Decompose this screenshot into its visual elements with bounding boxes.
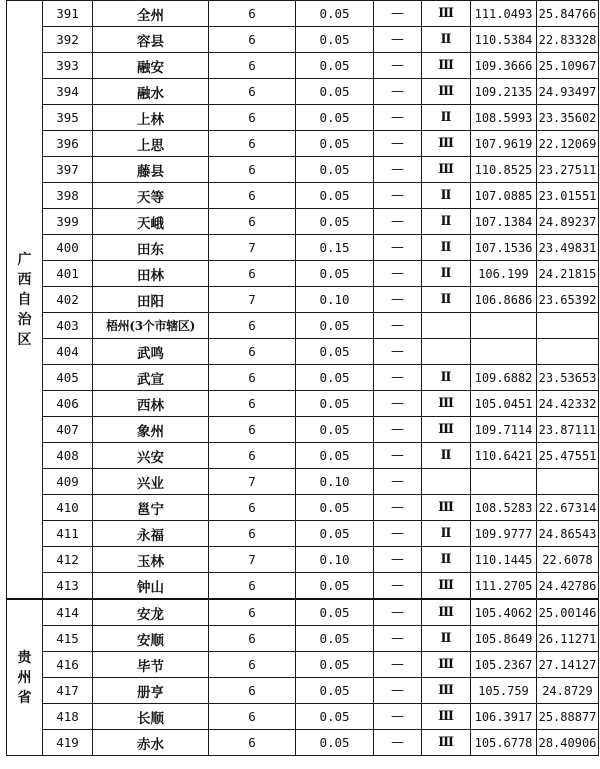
latitude-value (537, 313, 599, 339)
dash-marker: — (374, 339, 422, 365)
row-number: 402 (43, 287, 93, 313)
dash-marker: — (374, 53, 422, 79)
table-row (7, 105, 599, 131)
acceleration-value: 0.05 (296, 599, 374, 626)
latitude-value: 23.01551 (537, 183, 599, 209)
group-value: Ⅲ (422, 678, 471, 704)
row-number: 410 (43, 495, 93, 521)
acceleration-value: 0.05 (296, 443, 374, 469)
dash-marker: — (374, 365, 422, 391)
intensity-value: 6 (209, 365, 296, 391)
county-name: 容县 (93, 27, 209, 53)
row-number: 391 (43, 1, 93, 27)
table-row (7, 287, 599, 313)
county-name: 毕节 (93, 652, 209, 678)
group-value (422, 469, 471, 495)
group-value: Ⅱ (422, 547, 471, 573)
latitude-value: 25.00146 (537, 599, 599, 626)
group-value: Ⅲ (422, 391, 471, 417)
row-number: 396 (43, 131, 93, 157)
dash-marker: — (374, 313, 422, 339)
longitude-value: 108.5283 (471, 495, 537, 521)
county-name: 兴业 (93, 469, 209, 495)
intensity-value: 6 (209, 573, 296, 600)
group-value: Ⅲ (422, 131, 471, 157)
longitude-value: 109.6882 (471, 365, 537, 391)
group-value: Ⅲ (422, 1, 471, 27)
acceleration-value: 0.05 (296, 27, 374, 53)
county-name: 梧州(3个市辖区) (93, 313, 209, 339)
row-number: 394 (43, 79, 93, 105)
group-value: Ⅲ (422, 495, 471, 521)
table-row (7, 652, 599, 678)
latitude-value: 24.42332 (537, 391, 599, 417)
group-value: Ⅱ (422, 183, 471, 209)
intensity-value: 6 (209, 261, 296, 287)
province-cell (7, 599, 43, 756)
group-value (422, 313, 471, 339)
row-number: 393 (43, 53, 93, 79)
group-value: Ⅲ (422, 79, 471, 105)
county-name: 永福 (93, 521, 209, 547)
intensity-value: 6 (209, 1, 296, 27)
seismic-parameter-table (6, 0, 599, 756)
intensity-value: 6 (209, 730, 296, 756)
longitude-value: 105.0451 (471, 391, 537, 417)
dash-marker: — (374, 209, 422, 235)
county-name: 融水 (93, 79, 209, 105)
dash-marker: — (374, 573, 422, 600)
group-value: Ⅱ (422, 287, 471, 313)
intensity-value: 7 (209, 235, 296, 261)
acceleration-value: 0.05 (296, 573, 374, 600)
county-name: 天等 (93, 183, 209, 209)
dash-marker: — (374, 235, 422, 261)
acceleration-value: 0.05 (296, 521, 374, 547)
county-name: 册亨 (93, 678, 209, 704)
group-value: Ⅲ (422, 157, 471, 183)
intensity-value: 6 (209, 131, 296, 157)
group-value: Ⅲ (422, 417, 471, 443)
table-row (7, 235, 599, 261)
longitude-value: 105.4062 (471, 599, 537, 626)
longitude-value: 109.3666 (471, 53, 537, 79)
dash-marker: — (374, 105, 422, 131)
group-value: Ⅱ (422, 521, 471, 547)
county-name: 田阳 (93, 287, 209, 313)
county-name: 武宣 (93, 365, 209, 391)
table-row (7, 599, 599, 626)
acceleration-value: 0.05 (296, 209, 374, 235)
latitude-value: 28.40906 (537, 730, 599, 756)
acceleration-value: 0.15 (296, 235, 374, 261)
longitude-value: 107.1384 (471, 209, 537, 235)
latitude-value: 25.88877 (537, 704, 599, 730)
dash-marker: — (374, 27, 422, 53)
county-name: 天峨 (93, 209, 209, 235)
table-row (7, 573, 599, 600)
intensity-value: 6 (209, 391, 296, 417)
table-row (7, 365, 599, 391)
county-name: 钟山 (93, 573, 209, 600)
table-row (7, 547, 599, 573)
table-row (7, 53, 599, 79)
row-number: 400 (43, 235, 93, 261)
province-cell (7, 1, 43, 600)
latitude-value: 24.89237 (537, 209, 599, 235)
group-value: Ⅲ (422, 704, 471, 730)
longitude-value: 107.1536 (471, 235, 537, 261)
intensity-value: 6 (209, 209, 296, 235)
row-number: 412 (43, 547, 93, 573)
group-value: Ⅲ (422, 652, 471, 678)
table-row (7, 417, 599, 443)
group-value (422, 339, 471, 365)
province-label: 贵州省 (17, 649, 32, 706)
group-value: Ⅱ (422, 27, 471, 53)
table-row (7, 443, 599, 469)
county-name: 全州 (93, 1, 209, 27)
row-number: 392 (43, 27, 93, 53)
county-name: 赤水 (93, 730, 209, 756)
table-row (7, 521, 599, 547)
dash-marker: — (374, 652, 422, 678)
latitude-value: 23.49831 (537, 235, 599, 261)
row-number: 415 (43, 626, 93, 652)
latitude-value: 22.67314 (537, 495, 599, 521)
row-number: 416 (43, 652, 93, 678)
row-number: 411 (43, 521, 93, 547)
dash-marker: — (374, 79, 422, 105)
table-row (7, 391, 599, 417)
intensity-value: 6 (209, 105, 296, 131)
dash-marker: — (374, 626, 422, 652)
row-number: 408 (43, 443, 93, 469)
table-row (7, 313, 599, 339)
intensity-value: 6 (209, 599, 296, 626)
latitude-value: 23.87111 (537, 417, 599, 443)
dash-marker: — (374, 417, 422, 443)
row-number: 407 (43, 417, 93, 443)
dash-marker: — (374, 547, 422, 573)
dash-marker: — (374, 599, 422, 626)
row-number: 409 (43, 469, 93, 495)
table-row (7, 157, 599, 183)
intensity-value: 6 (209, 79, 296, 105)
table-row (7, 704, 599, 730)
acceleration-value: 0.05 (296, 313, 374, 339)
county-name: 上思 (93, 131, 209, 157)
acceleration-value: 0.05 (296, 157, 374, 183)
table-row (7, 678, 599, 704)
county-name: 邕宁 (93, 495, 209, 521)
intensity-value: 6 (209, 53, 296, 79)
latitude-value: 25.47551 (537, 443, 599, 469)
longitude-value: 110.8525 (471, 157, 537, 183)
dash-marker: — (374, 261, 422, 287)
group-value: Ⅱ (422, 443, 471, 469)
latitude-value: 22.6078 (537, 547, 599, 573)
dash-marker: — (374, 469, 422, 495)
row-number: 401 (43, 261, 93, 287)
intensity-value: 6 (209, 495, 296, 521)
intensity-value: 6 (209, 417, 296, 443)
intensity-value: 7 (209, 469, 296, 495)
county-name: 安龙 (93, 599, 209, 626)
group-value: Ⅱ (422, 209, 471, 235)
table-row (7, 79, 599, 105)
group-value: Ⅲ (422, 730, 471, 756)
longitude-value: 107.9619 (471, 131, 537, 157)
latitude-value: 26.11271 (537, 626, 599, 652)
latitude-value (537, 339, 599, 365)
acceleration-value: 0.05 (296, 652, 374, 678)
table-row (7, 27, 599, 53)
longitude-value: 105.759 (471, 678, 537, 704)
latitude-value: 23.27511 (537, 157, 599, 183)
row-number: 397 (43, 157, 93, 183)
group-value: Ⅲ (422, 53, 471, 79)
row-number: 405 (43, 365, 93, 391)
table-row (7, 261, 599, 287)
acceleration-value: 0.05 (296, 339, 374, 365)
latitude-value: 22.83328 (537, 27, 599, 53)
dash-marker: — (374, 704, 422, 730)
intensity-value: 6 (209, 157, 296, 183)
dash-marker: — (374, 1, 422, 27)
intensity-value: 7 (209, 287, 296, 313)
group-value: Ⅲ (422, 573, 471, 600)
longitude-value: 106.199 (471, 261, 537, 287)
acceleration-value: 0.05 (296, 53, 374, 79)
acceleration-value: 0.05 (296, 495, 374, 521)
latitude-value: 24.8729 (537, 678, 599, 704)
dash-marker: — (374, 131, 422, 157)
latitude-value: 23.53653 (537, 365, 599, 391)
acceleration-value: 0.10 (296, 469, 374, 495)
intensity-value: 6 (209, 626, 296, 652)
row-number: 395 (43, 105, 93, 131)
intensity-value: 6 (209, 339, 296, 365)
dash-marker: — (374, 521, 422, 547)
row-number: 406 (43, 391, 93, 417)
county-name: 藤县 (93, 157, 209, 183)
group-value: Ⅱ (422, 261, 471, 287)
row-number: 403 (43, 313, 93, 339)
acceleration-value: 0.05 (296, 261, 374, 287)
latitude-value: 25.84766 (537, 1, 599, 27)
acceleration-value: 0.05 (296, 391, 374, 417)
dash-marker: — (374, 678, 422, 704)
group-value: Ⅱ (422, 365, 471, 391)
county-name: 融安 (93, 53, 209, 79)
acceleration-value: 0.05 (296, 704, 374, 730)
county-name: 上林 (93, 105, 209, 131)
acceleration-value: 0.05 (296, 730, 374, 756)
acceleration-value: 0.05 (296, 1, 374, 27)
intensity-value: 6 (209, 704, 296, 730)
group-value: Ⅱ (422, 105, 471, 131)
intensity-value: 7 (209, 547, 296, 573)
latitude-value: 24.42786 (537, 573, 599, 600)
table-row (7, 495, 599, 521)
group-value: Ⅲ (422, 599, 471, 626)
province-label: 广西自治区 (17, 251, 32, 348)
acceleration-value: 0.05 (296, 105, 374, 131)
row-number: 414 (43, 599, 93, 626)
county-name: 武鸣 (93, 339, 209, 365)
longitude-value (471, 313, 537, 339)
latitude-value: 23.35602 (537, 105, 599, 131)
county-name: 长顺 (93, 704, 209, 730)
longitude-value: 105.8649 (471, 626, 537, 652)
dash-marker: — (374, 730, 422, 756)
dash-marker: — (374, 157, 422, 183)
table-row (7, 469, 599, 495)
longitude-value: 105.6778 (471, 730, 537, 756)
table-row (7, 730, 599, 756)
dash-marker: — (374, 495, 422, 521)
longitude-value: 110.1445 (471, 547, 537, 573)
acceleration-value: 0.05 (296, 131, 374, 157)
row-number: 418 (43, 704, 93, 730)
acceleration-value: 0.05 (296, 678, 374, 704)
longitude-value: 109.7114 (471, 417, 537, 443)
county-name: 安顺 (93, 626, 209, 652)
latitude-value: 24.93497 (537, 79, 599, 105)
acceleration-value: 0.05 (296, 365, 374, 391)
longitude-value: 107.0885 (471, 183, 537, 209)
dash-marker: — (374, 443, 422, 469)
longitude-value: 106.8686 (471, 287, 537, 313)
row-number: 398 (43, 183, 93, 209)
acceleration-value: 0.05 (296, 626, 374, 652)
group-value: Ⅱ (422, 235, 471, 261)
row-number: 413 (43, 573, 93, 600)
longitude-value (471, 469, 537, 495)
longitude-value: 106.3917 (471, 704, 537, 730)
acceleration-value: 0.10 (296, 287, 374, 313)
longitude-value: 111.2705 (471, 573, 537, 600)
table-row (7, 209, 599, 235)
dash-marker: — (374, 391, 422, 417)
latitude-value (537, 469, 599, 495)
latitude-value: 27.14127 (537, 652, 599, 678)
row-number: 419 (43, 730, 93, 756)
latitude-value: 25.10967 (537, 53, 599, 79)
intensity-value: 6 (209, 652, 296, 678)
longitude-value: 109.9777 (471, 521, 537, 547)
table-row (7, 626, 599, 652)
acceleration-value: 0.05 (296, 79, 374, 105)
longitude-value: 108.5993 (471, 105, 537, 131)
intensity-value: 6 (209, 678, 296, 704)
county-name: 田林 (93, 261, 209, 287)
county-name: 象州 (93, 417, 209, 443)
intensity-value: 6 (209, 443, 296, 469)
latitude-value: 24.21815 (537, 261, 599, 287)
data-sheet (6, 0, 598, 766)
row-number: 417 (43, 678, 93, 704)
row-number: 399 (43, 209, 93, 235)
intensity-value: 6 (209, 27, 296, 53)
acceleration-value: 0.05 (296, 183, 374, 209)
longitude-value (471, 339, 537, 365)
table-row (7, 183, 599, 209)
dash-marker: — (374, 183, 422, 209)
longitude-value: 110.6421 (471, 443, 537, 469)
county-name: 兴安 (93, 443, 209, 469)
intensity-value: 6 (209, 521, 296, 547)
acceleration-value: 0.05 (296, 417, 374, 443)
county-name: 西林 (93, 391, 209, 417)
table-row (7, 339, 599, 365)
table-row (7, 131, 599, 157)
longitude-value: 109.2135 (471, 79, 537, 105)
intensity-value: 6 (209, 183, 296, 209)
table-row (7, 1, 599, 27)
county-name: 田东 (93, 235, 209, 261)
longitude-value: 110.5384 (471, 27, 537, 53)
dash-marker: — (374, 287, 422, 313)
acceleration-value: 0.10 (296, 547, 374, 573)
latitude-value: 22.12069 (537, 131, 599, 157)
latitude-value: 23.65392 (537, 287, 599, 313)
row-number: 404 (43, 339, 93, 365)
latitude-value: 24.86543 (537, 521, 599, 547)
county-name: 玉林 (93, 547, 209, 573)
longitude-value: 111.0493 (471, 1, 537, 27)
longitude-value: 105.2367 (471, 652, 537, 678)
intensity-value: 6 (209, 313, 296, 339)
group-value: Ⅱ (422, 626, 471, 652)
